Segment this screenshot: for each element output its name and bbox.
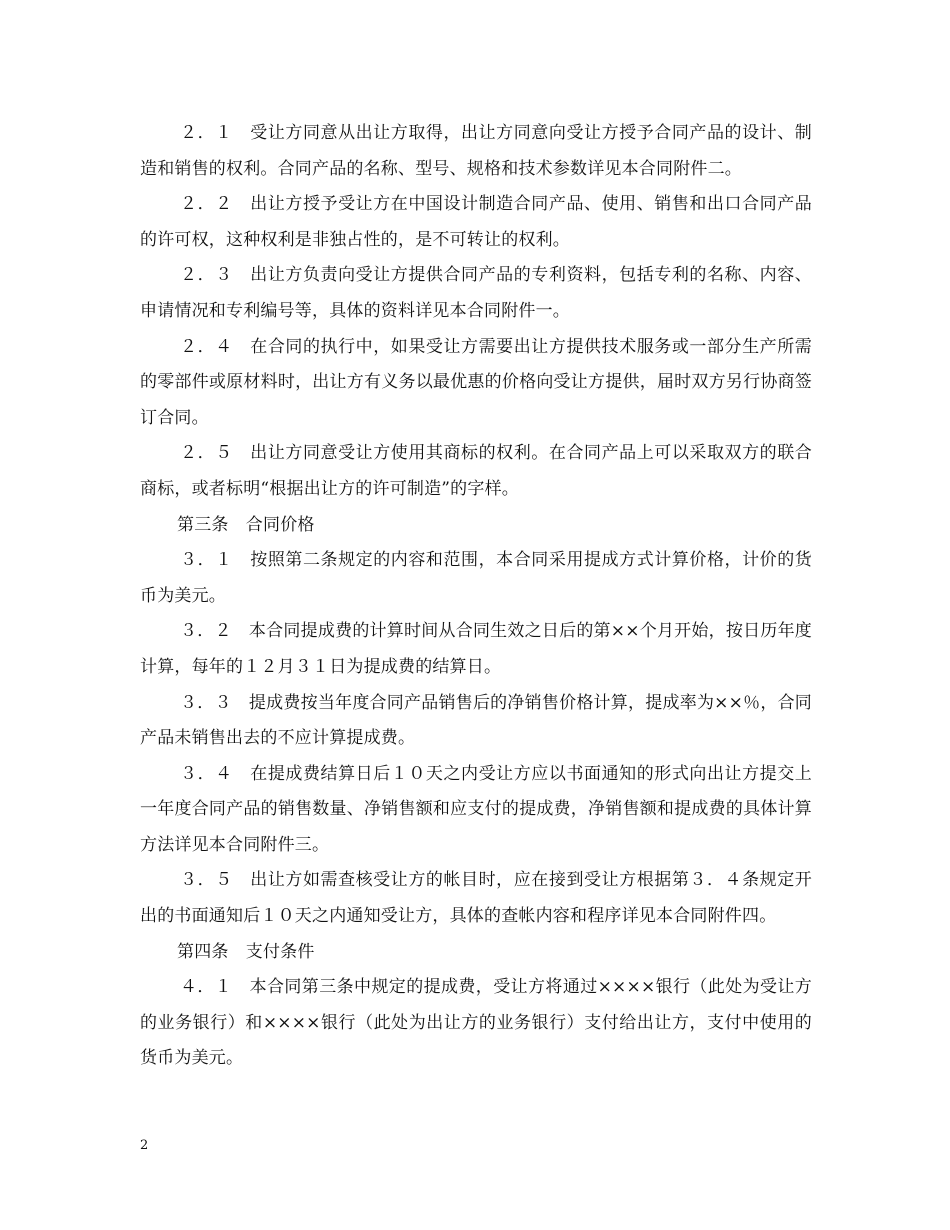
page-number: 2 — [140, 1138, 149, 1153]
clause-2-3: ２．３ 出让方负责向受让方提供合同产品的专利资料，包括专利的名称、内容、申请情况和专利编号等，具体的资料详见本合同附件一。 — [140, 265, 812, 321]
article-4-heading: 第四条 支付条件 — [177, 941, 315, 962]
document-body — [140, 116, 812, 1077]
clause-2-1: ２．１ 受让方同意从出让方取得，出让方同意向受让方授予合同产品的设计、制造和销售的权利。合同产品的名称、型号、规格和技术参数详见本合同附件二。 — [140, 123, 812, 179]
clause-3-2: ３．２ 本合同提成费的计算时间从合同生效之日后的第××个月开始，按日历年度计算，每年的１２月３１日为提成费的结算日。 — [140, 621, 812, 677]
clause-3-4: ３．４ 在提成费结算日后１０天之内受让方应以书面通知的形式向出让方提交上一年度合同产品的销售数量、净销售额和应支付的提成费，净销售额和提成费的具体计算方法详见本合同附件三。 — [140, 763, 812, 855]
clause-4-1: ４．１ 本合同第三条中规定的提成费，受让方将通过××××银行（此处为受让方的业务银行）和××××银行（此处为出让方的业务银行）支付给出让方，支付中使用的货币为美元。 — [140, 977, 812, 1069]
clause-3-5: ３．５ 出让方如需查核受让方的帐目时，应在接到受让方根据第３．４条规定开出的书面通知后１０天之内通知受让方，具体的查帐内容和程序详见本合同附件四。 — [140, 870, 812, 927]
clause-2-2: ２．２ 出让方授予受让方在中国设计制造合同产品、使用、销售和出口合同产品的许可权，这种权利是非独占性的，是不可转让的权利。 — [140, 194, 812, 250]
clause-3-1: ３．１ 按照第二条规定的内容和范围，本合同采用提成方式计算价格，计价的货币为美元。 — [140, 550, 812, 606]
clause-2-5: ２．５ 出让方同意受让方使用其商标的权利。在合同产品上可以采取双方的联合商标，或者标明“根据出让方的许可制造”的字样。 — [140, 443, 812, 499]
clause-3-3: ３．３ 提成费按当年度合同产品销售后的净销售价格计算，提成率为××％，合同产品未销售出去的不应计算提成费。 — [140, 692, 812, 749]
article-3-heading: 第三条 合同价格 — [177, 514, 315, 535]
clause-2-4: ２．４ 在合同的执行中，如果受让方需要出让方提供技术服务或一部分生产所需的零部件或原材料时，出让方有义务以最优惠的价格向受让方提供，届时双方另行协商签订合同。 — [140, 336, 812, 428]
